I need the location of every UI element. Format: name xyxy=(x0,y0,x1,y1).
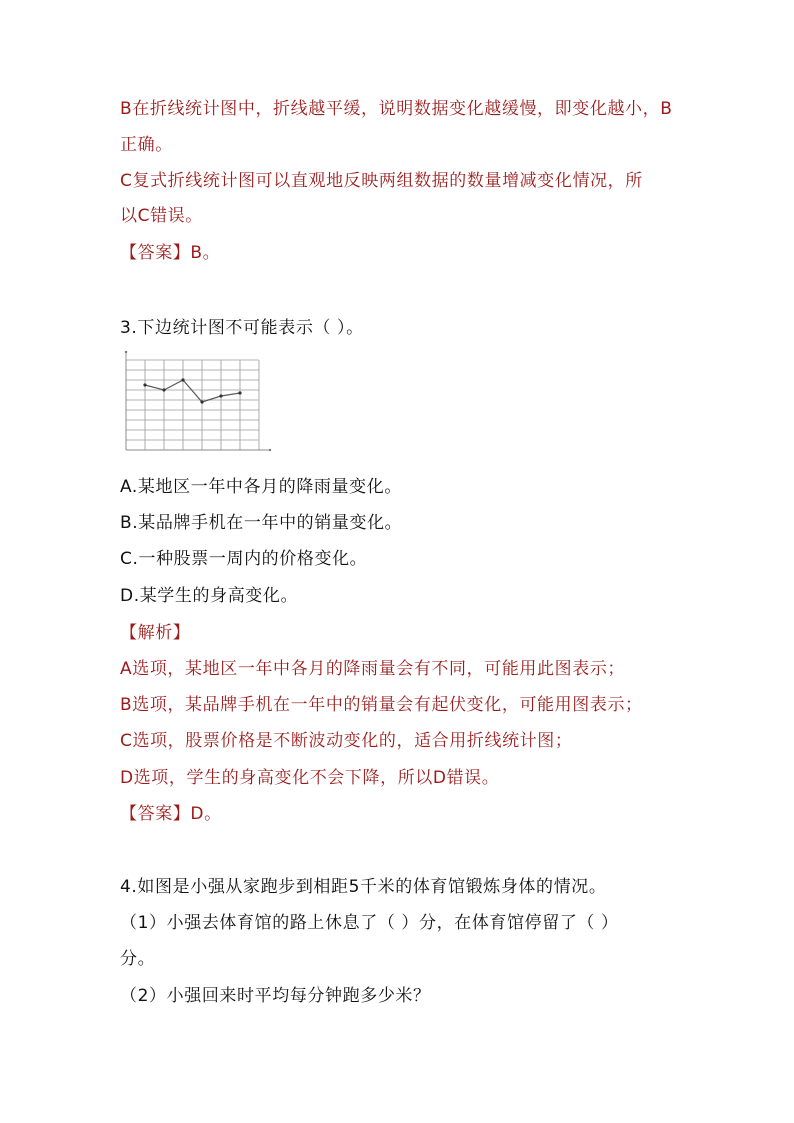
q3-option-c: C.一种股票一周内的价格变化。 xyxy=(120,549,368,569)
q3-stem: 3.下边统计图不可能表示（ ）。 xyxy=(120,318,364,338)
q3-option-b: B.某品牌手机在一年中的销量变化。 xyxy=(120,513,403,533)
chart-data-point xyxy=(238,391,241,394)
q4-sub1-line-1: （1）小强去体育馆的路上休息了（ ）分，在体育馆停留了（ ） xyxy=(120,913,619,933)
chart-data-point xyxy=(200,400,203,403)
q4-sub1-line-2: 分。 xyxy=(120,949,156,969)
chart-series-line xyxy=(145,380,240,402)
q3-analysis-label: 【解析】 xyxy=(120,623,191,643)
chart-y-axis-arrow xyxy=(125,351,127,353)
chart-data-point xyxy=(219,394,222,397)
q4-sub2: （2）小强回来时平均每分钟跑多少米？ xyxy=(120,986,431,1006)
explanation-b-line-2: 正确。 xyxy=(120,135,173,155)
explanation-b-line-1: B在折线统计图中，折线越平缓，说明数据变化越缓慢，即变化越小，B xyxy=(120,99,673,119)
q3-option-d: D.某学生的身高变化。 xyxy=(120,586,299,606)
q3-analysis-b: B选项，某品牌手机在一年中的销量会有起伏变化，可能用图表示； xyxy=(120,695,643,715)
chart-data-point xyxy=(162,388,165,391)
answer-prev: 【答案】B。 xyxy=(120,243,221,263)
q3-option-a: A.某地区一年中各月的降雨量变化。 xyxy=(120,477,402,497)
q3-analysis-c: C选项，股票价格是不断波动变化的，适合用折线统计图； xyxy=(120,731,573,751)
q3-answer: 【答案】D。 xyxy=(120,804,222,824)
q3-line-chart xyxy=(118,350,273,458)
q3-analysis-d: D选项，学生的身高变化不会下降，所以D错误。 xyxy=(120,768,500,788)
chart-axes xyxy=(125,351,271,451)
chart-data-point xyxy=(143,383,146,386)
chart-grid xyxy=(126,360,259,450)
chart-x-axis-arrow xyxy=(269,449,271,451)
explanation-c-line-1: C复式折线统计图可以直观地反映两组数据的数量增减变化情况，所 xyxy=(120,171,643,191)
q3-analysis-a: A选项，某地区一年中各月的降雨量会有不同，可能用此图表示； xyxy=(120,659,626,679)
chart-data-point xyxy=(181,378,184,381)
explanation-c-line-2: 以C错误。 xyxy=(120,206,203,226)
q4-stem: 4.如图是小强从家跑步到相距5千米的体育馆锻炼身体的情况。 xyxy=(120,877,607,897)
